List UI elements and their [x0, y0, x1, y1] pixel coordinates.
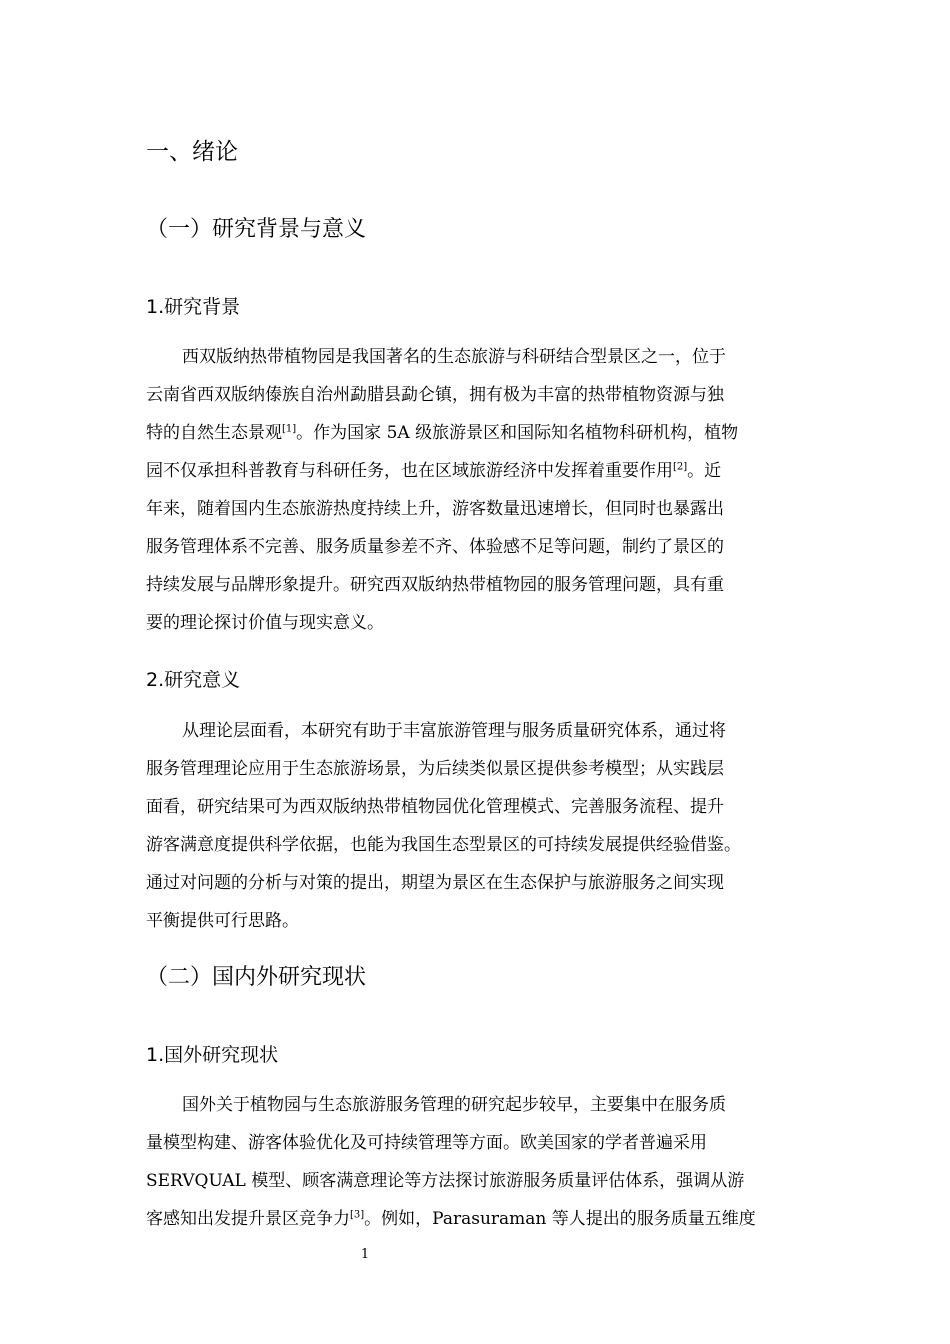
text-segment: 。例如，Parasuraman 等人提出的服务质量五维度	[364, 1209, 756, 1229]
text-line: 服务管理体系不完善、服务质量参差不齐、体验感不足等问题，制约了景区的	[146, 537, 724, 557]
text-line: 平衡提供可行思路。	[146, 911, 299, 931]
text-line	[146, 1200, 826, 1238]
section-heading-background-significance: （一）研究背景与意义	[146, 217, 367, 242]
text-line	[146, 452, 826, 490]
subsection-heading-foreign-research: 1.国外研究现状	[146, 1044, 279, 1066]
text-segment: 。作为国家 5A 级旅游景区和国际知名植物科研机构，植物	[296, 423, 739, 443]
text-line: 量模型构建、游客体验优化及可持续管理等方面。欧美国家的学者普遍采用	[146, 1133, 707, 1153]
page-number: 1	[360, 1247, 370, 1262]
text-line: 从理论层面看，本研究有助于丰富旅游管理与服务质量研究体系，通过将	[182, 721, 726, 741]
text-segment: 特的自然生态景观	[146, 423, 282, 443]
text-line	[146, 414, 826, 452]
text-line: 面看，研究结果可为西双版纳热带植物园优化管理模式、完善服务流程、提升	[146, 797, 724, 817]
text-line: 年来，随着国内生态旅游热度持续上升，游客数量迅速增长，但同时也暴露出	[146, 499, 724, 519]
citation-marker: [3]	[350, 1209, 365, 1221]
text-line: 西双版纳热带植物园是我国著名的生态旅游与科研结合型景区之一，位于	[182, 347, 726, 367]
paragraph-foreign-research	[146, 1086, 826, 1238]
citation-marker: [2]	[673, 461, 688, 473]
subsection-heading-research-significance: 2.研究意义	[146, 669, 241, 691]
text-line: 要的理论探讨价值与现实意义。	[146, 613, 384, 633]
text-line: 持续发展与品牌形象提升。研究西双版纳热带植物园的服务管理问题，具有重	[146, 575, 724, 595]
text-segment: 园不仅承担科普教育与科研任务，也在区域旅游经济中发挥着重要作用	[146, 461, 673, 481]
text-line: 通过对问题的分析与对策的提出，期望为景区在生态保护与旅游服务之间实现	[146, 873, 724, 893]
text-segment: 客感知出发提升景区竞争力	[146, 1209, 350, 1229]
paragraph-research-significance	[146, 712, 826, 940]
citation-marker: [1]	[282, 423, 297, 435]
text-segment: 。近	[687, 461, 722, 481]
text-line: SERVQUAL 模型、顾客满意理论等方法探讨旅游服务质量评估体系，强调从游	[146, 1171, 745, 1191]
text-line: 服务管理理论应用于生态旅游场景，为后续类似景区提供参考模型；从实践层	[146, 759, 724, 779]
subsection-heading-research-background: 1.研究背景	[146, 296, 241, 318]
text-line: 云南省西双版纳傣族自治州勐腊县勐仑镇，拥有极为丰富的热带植物资源与独	[146, 385, 724, 405]
paragraph-research-background	[146, 338, 826, 642]
text-line: 国外关于植物园与生态旅游服务管理的研究起步较早，主要集中在服务质	[182, 1095, 726, 1115]
text-line: 游客满意度提供科学依据，也能为我国生态型景区的可持续发展提供经验借鉴。	[146, 835, 741, 855]
chapter-heading: 一、绪论	[146, 139, 238, 165]
section-heading-research-status: （二）国内外研究现状	[146, 965, 367, 990]
